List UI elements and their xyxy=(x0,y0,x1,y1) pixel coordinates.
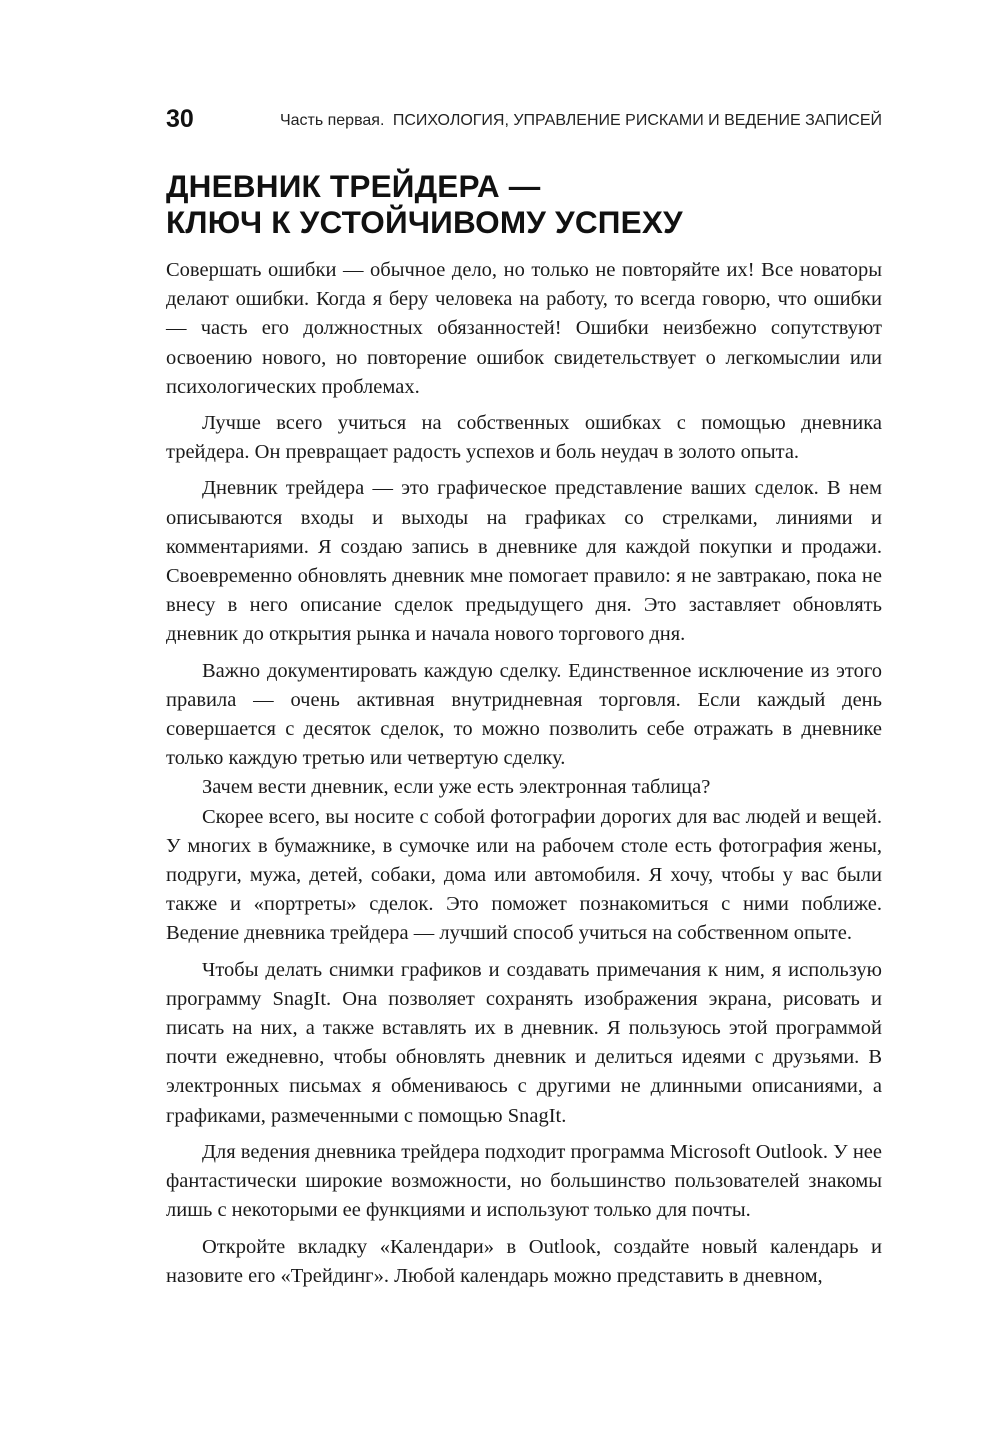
paragraph: Для ведения дневника трейдера подходит программа Microsoft Outlook. У нее фантастически широкие возможности, но большинство пользователей знакомы лишь с некоторыми ее функциями и используют только для почты. xyxy=(166,1140,882,1222)
chapter-title-line-2: КЛЮЧ К УСТОЙЧИВОМУ УСПЕХУ xyxy=(166,204,683,240)
paragraph: Совершать ошибки — обычное дело, но только не повторяйте их! Все новаторы делают ошибки. Когда я беру человека на работу, то всегда говорю, что ошибки — часть его должностных обязанностей! Ошибки неизбежно сопутствуют освоению нового, но повторение ошибок свидетельствует о легкомыслии или психологических проблемах. xyxy=(166,259,882,398)
paragraph: Чтобы делать снимки графиков и создавать примечания к ним, я использую программу SnagIt. Она позволяет сохранять изображения экрана, рисовать и писать на них, а также вставлять их в дневник. Я пользуюсь этой программой почти ежедневно, чтобы обновлять дневник и делиться идеями с друзьями. В электронных письмах я обмениваюсь с другими не длинными описаниями, а графиками, размеченными с помощью SnagIt. xyxy=(166,958,882,1127)
chapter-title xyxy=(166,168,886,240)
page-number: 30 xyxy=(166,105,194,133)
chapter-title-line-1: ДНЕВНИК ТРЕЙДЕРА — xyxy=(166,168,541,204)
running-head xyxy=(166,104,882,138)
paragraph: Дневник трейдера — это графическое представление ваших сделок. В нем описываются входы и выходы на графиках со стрелками, линиями и комментариями. Я создаю запись в дневнике для каждой покупки и продажи. Своевременно обновлять дневник мне помогает правило: я не завтракаю, пока не внесу в него описание сделок предыдущего дня. Это заставляет обновлять дневник до открытия рынка и начала нового торгового дня. xyxy=(166,477,882,646)
running-title xyxy=(280,110,882,132)
paragraph: Важно документировать каждую сделку. Единственное исключение из этого правила — очень активная внутридневная торговля. Если каждый день совершается с десяток сделок, то можно позволить себе отражать в дневнике только каждую третью или четвертую сделку. xyxy=(166,659,882,770)
paragraph: Зачем вести дневник, если уже есть электронная таблица? xyxy=(202,776,711,799)
part-title: ПСИХОЛОГИЯ, УПРАВЛЕНИЕ РИСКАМИ И ВЕДЕНИЕ ЗАПИСЕЙ xyxy=(392,112,882,129)
part-label: Часть первая. xyxy=(279,112,385,129)
paragraph: Откройте вкладку «Календари» в Outlook, создайте новый календарь и назовите его «Трейдинг». Любой календарь можно представить в дневном, xyxy=(166,1235,882,1287)
paragraph: Лучше всего учиться на собственных ошибках с помощью дневника трейдера. Он превращает радость успехов и боль неудач в золото опыта. xyxy=(166,412,882,464)
body-text xyxy=(166,256,882,1298)
paragraph: Скорее всего, вы носите с собой фотографии дорогих для вас людей и вещей. У многих в бумажнике, в сумочке или на рабочем столе есть фотография жены, подруги, мужа, детей, собаки, дома или автомобиля. Я хочу, чтобы у вас были также и «портреты» сделок. Это поможет познакомиться с ними поближе. Ведение дневника трейдера — лучший способ учиться на собственном опыте. xyxy=(166,805,882,945)
